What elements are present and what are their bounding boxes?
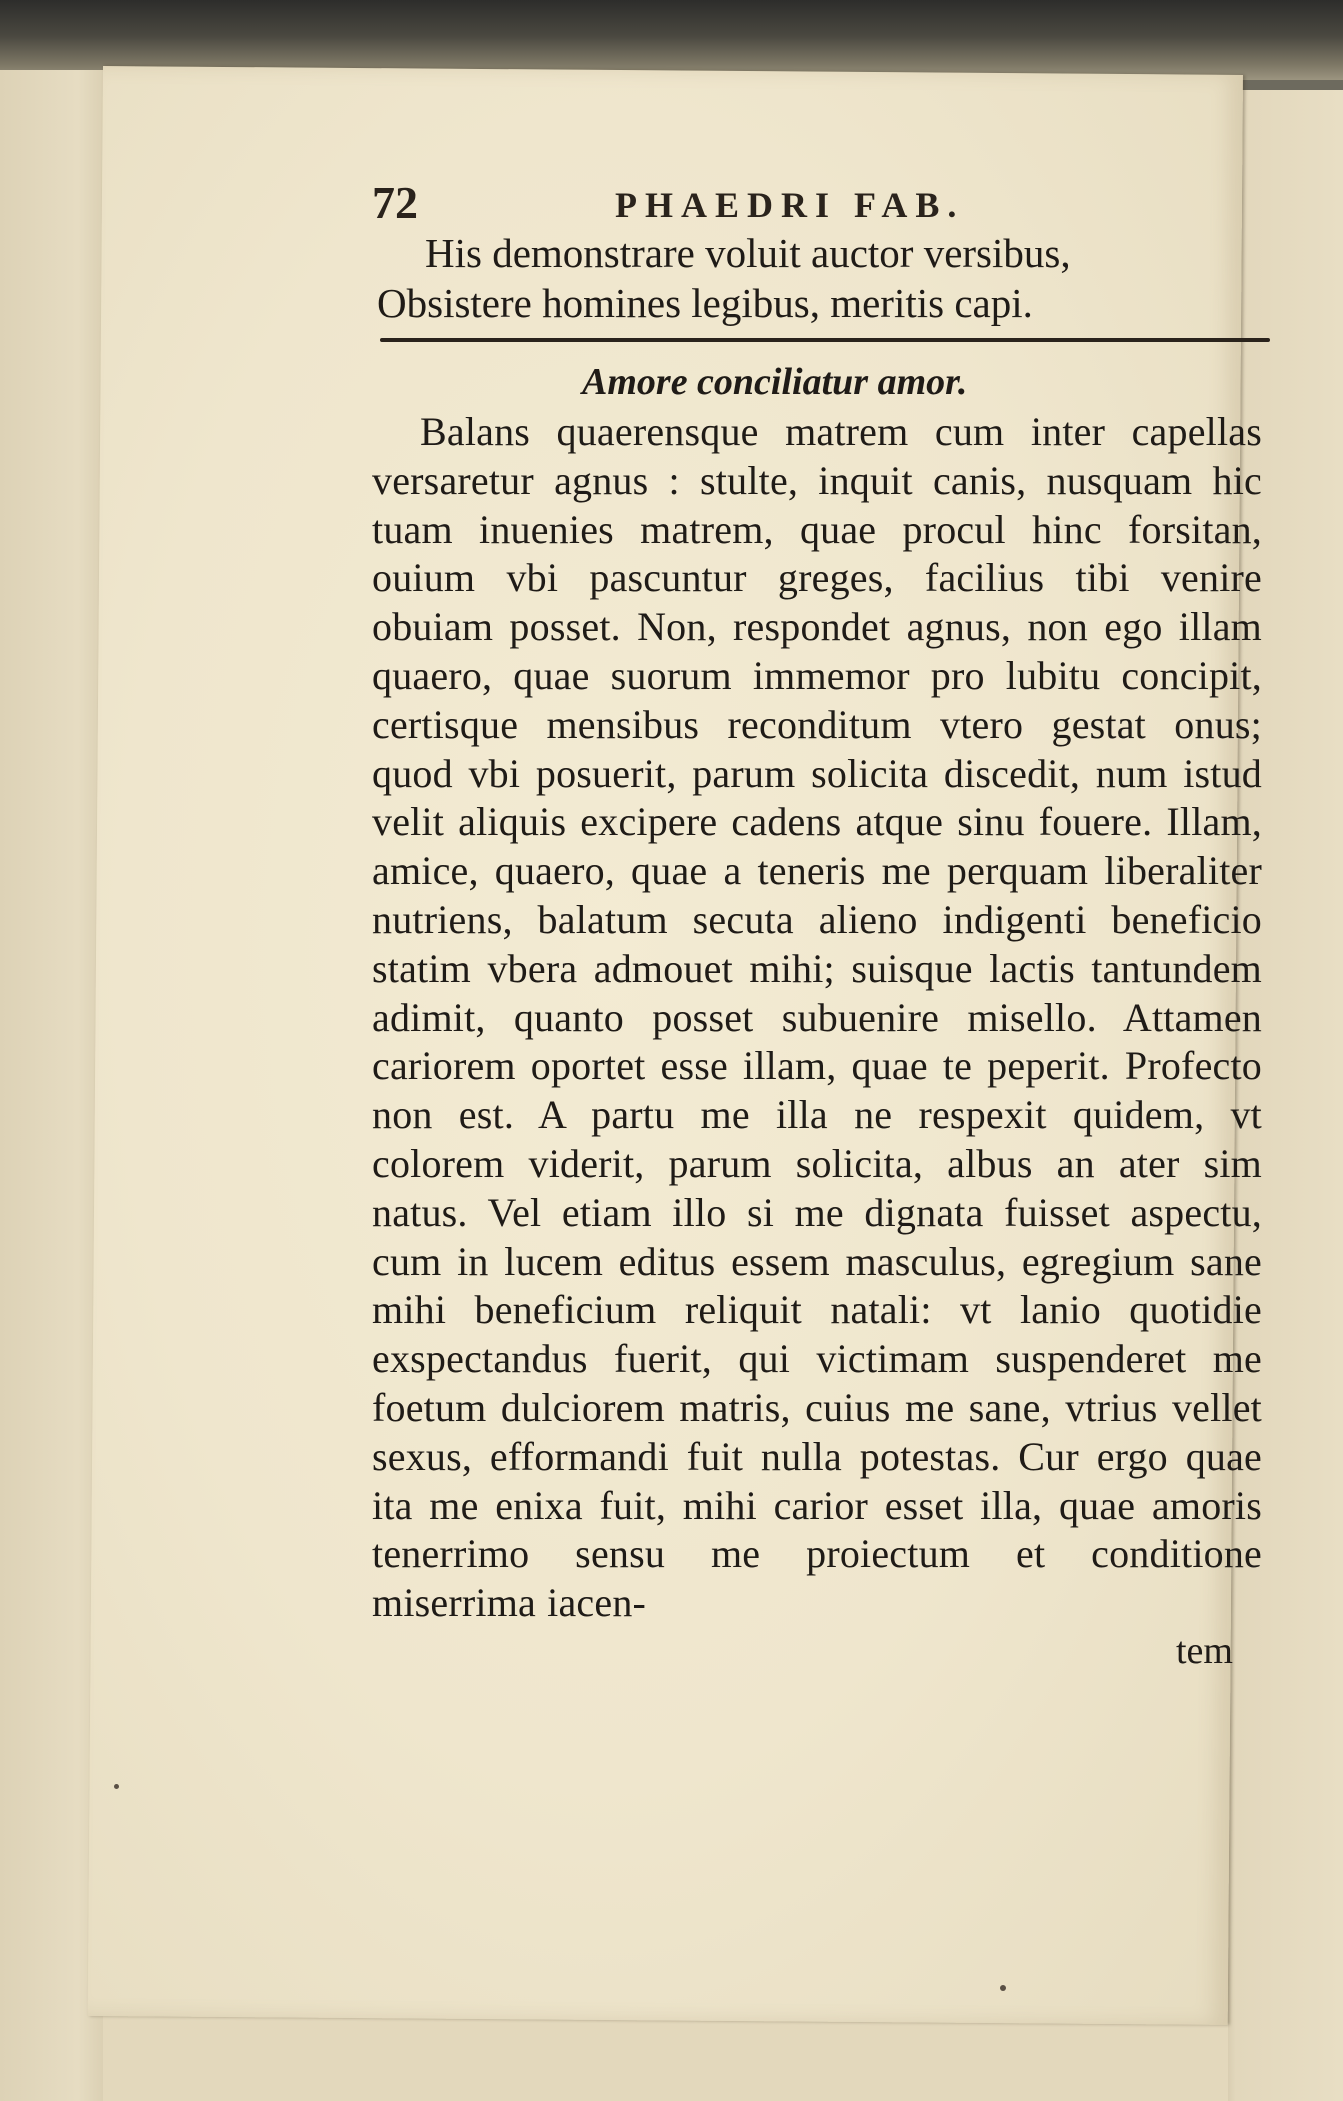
page-text-block [242,176,1262,1674]
verse-line-1: His demonstrare voluit auctor versibus, [425,230,1071,276]
page-header [242,176,1242,228]
ink-speck [114,1784,119,1789]
fable-body-text: Balans quaerensque matrem cum inter capellas versaretur agnus : stulte, inquit canis, nusquam hic tuam inuenies matrem, quae procul hinc forsitan, ouium vbi pascuntur greges, facilius tibi venire obuiam posset. Non, respondet agnus, non ego illam quaero, quae suorum immemor pro lubitu concipit, certisque mensibus reconditum vtero gestat onus; quod vbi posuerit, parum solicita discedit, num istud velit aliquis excipere cadens atque sinu fouere. Illam, amice, quaero, quae a teneris me perquam liberaliter nutriens, balatum secuta alieno indigenti beneficio statim vbera admouet mihi; suisque lactis tantundem adimit, quanto posset subuenire misello. Attamen cariorem oportet esse illam, quae te peperit. Profecto non est. A partu me illa ne respexit quidem, vt colorem viderit, parum solicita, albus an ater sim natus. Vel etiam illo si me dignata fuisset aspectu, cum in lucem editus essem masculus, egregium sane mihi beneficium reliquit natali: vt lanio quotidie exspectandus fuerit, qui victimam suspenderet me foetum dulciorem matris, cuius me sane, vtrius vellet sexus, efformandi fuit nulla potestas. Cur ergo quae ita me enixa fuit, mihi carior esset illa, quae amoris tenerrimo sensu me proiectum et conditione miserrima iacen- [372,409,1262,1626]
ink-speck [1000,1985,1006,1991]
page-number: 72 [372,177,418,228]
catchword: tem [1176,1629,1233,1672]
verse-line-2: Obsistere homines legibus, meritis capi. [377,280,1033,326]
fable-title: Amore conciliatur amor. [582,361,968,403]
section-divider-rule [380,338,1270,342]
page-bottom-margin [103,2010,1228,2101]
running-head: PHAEDRI FAB. [615,185,965,225]
